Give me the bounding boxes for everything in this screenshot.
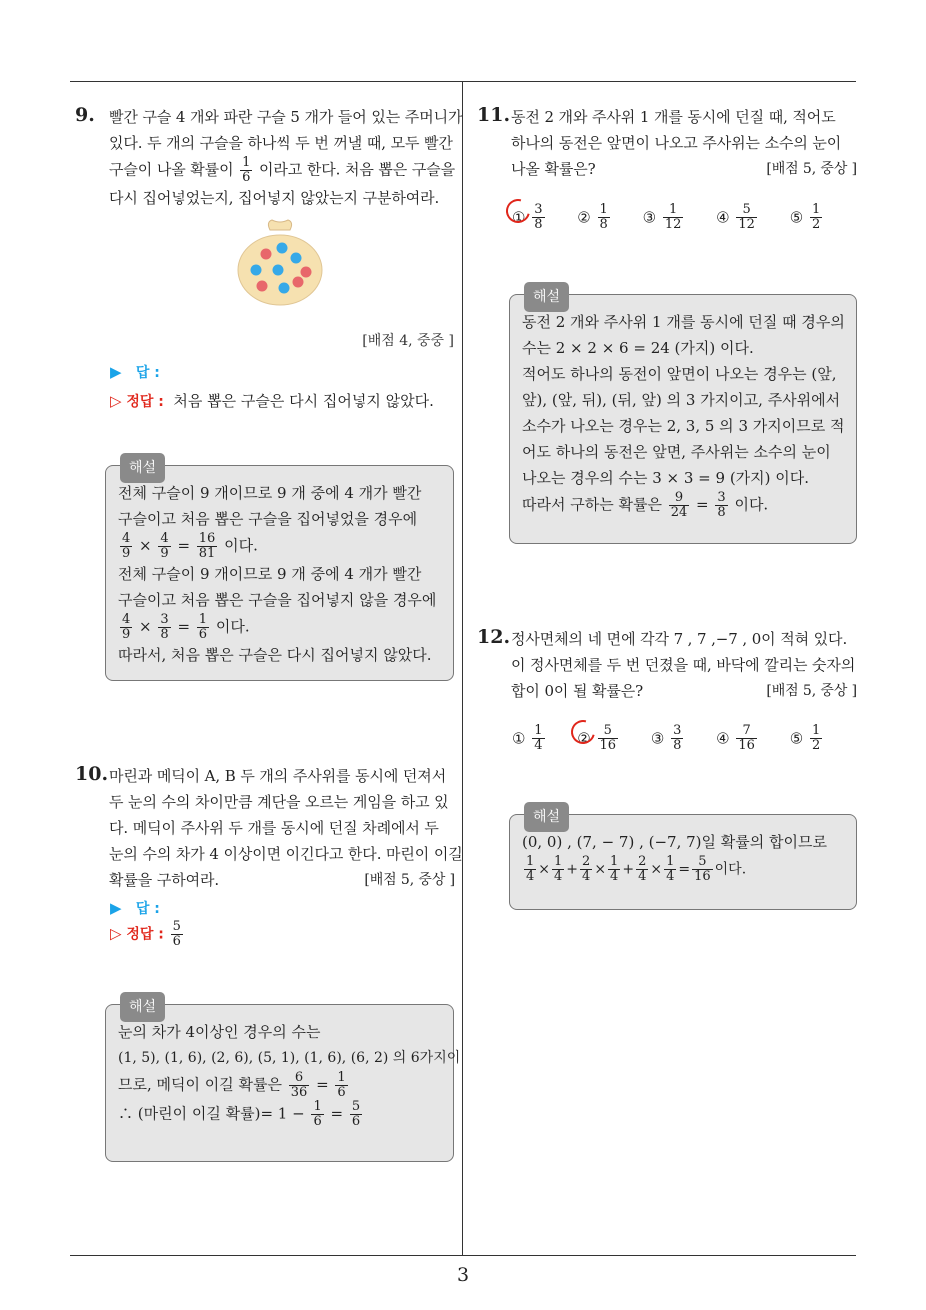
explanation-box: 해설 전체 구슬이 9 개이므로 9 개 중에 4 개가 빨간 구슬이고 처음 뽑은 구슬을 집어넣었을 경우에 $\frac{4}{9}$ × $\frac{4}{9}$ = $\frac{16}{81}$ 이다. 전체 구슬이 9 개이므로 9 개 중에 4 개가 빨간 구슬이고 처음 뽑은 구슬을 집어넣지 않을 경우에 $\frac{4}{9}$ × $\frac{3}{8}$ = $\frac{1}{6}$ 이다. 따라서, 처음 뽑은 구슬은 다시 집어넣지 않았다.: [105, 465, 454, 681]
choice-3[interactable]: ③ $\frac{1}{12}$: [642, 202, 682, 232]
red-marble: [301, 267, 312, 278]
choice-4[interactable]: ④ $\frac{5}{12}$: [716, 202, 755, 232]
column-divider: [462, 81, 463, 1256]
problem-11: [477, 104, 857, 182]
equation: 따라서 구하는 확률은 $\frac{9}{24}$ = $\frac{3}{8}$ 이다.: [522, 490, 769, 520]
equation: 므로, 메딕이 이길 확률은 $\frac{6}{36}$ = $\frac{1}{6}$: [118, 1070, 346, 1100]
problem-number: 12.: [477, 626, 511, 648]
explanation-tab: 해설: [120, 453, 165, 483]
problem-text: 동전 2 개와 주사위 1 개를 동시에 던질 때, 적어도 하나의 동전은 앞면이 나오고 주사위는 소수의 눈이 나올 확률은? [배점 5, 중상 ]: [511, 104, 857, 182]
answer-row: ▶ 답 :: [110, 899, 160, 917]
difficulty-meta: [배점 5, 중상 ]: [364, 872, 455, 888]
explanation-tab: 해설: [120, 992, 165, 1022]
correct-answer-row: ▷ 정답 : 처음 뽑은 구슬은 다시 집어넣지 않았다.: [110, 392, 434, 410]
equation: $\frac{4}{9}$ × $\frac{3}{8}$ = $\frac{1}{6}$ 이다.: [122, 612, 250, 642]
difficulty-meta: [배점 5, 중상 ]: [766, 683, 857, 699]
explanation-box: 해설 (0, 0) , (7, − 7) , (−7, 7)일 확률의 합이므로 $\frac{1}{4}$ × $\frac{1}{4}$ + $\frac{2}{4}$ × $\frac{1}{4}$ + $\frac{2}{4}$ × $\frac{1}{4}$ = $\frac{5}{16}$ 이다.: [509, 814, 857, 910]
red-marble: [261, 249, 272, 260]
blue-marble: [273, 265, 284, 276]
selected-ring-icon: [502, 195, 535, 228]
problem-10: [75, 763, 463, 893]
choice-3[interactable]: ③ $\frac{3}{8}$: [650, 723, 682, 753]
blue-marble: [251, 265, 262, 276]
choice-2[interactable]: ② $\frac{5}{16}$: [577, 724, 620, 753]
correct-answer-row: ▷ 정답 : $\frac{5}{6}$: [110, 919, 181, 949]
fraction: $\frac{1}{6}$: [242, 155, 251, 185]
problem-12: [477, 626, 857, 704]
choice-5[interactable]: ⑤ $\frac{1}{2}$: [789, 202, 821, 232]
correct-arrow-icon: ▷: [110, 392, 122, 410]
problem-number: 10.: [75, 763, 109, 785]
answer-arrow-icon: ▶: [110, 899, 122, 917]
problem-9: [75, 104, 463, 211]
blue-marble: [279, 283, 290, 294]
problem-text: 마린과 메딕이 A, B 두 개의 주사위를 동시에 던져서 두 눈의 수의 차이만큼 계단을 오르는 게임을 하고 있 다. 메딕이 주사위 두 개를 동시에 던질 차례에서 두 눈의 수의 차가 4 이상이면 이긴다고 한다. 마린이 이길 확률을 구하여라. [배점 5, 중상 ]: [109, 763, 455, 893]
explanation-tab: 해설: [524, 282, 569, 312]
correct-answer-fraction: $\frac{5}{6}$: [172, 919, 181, 949]
choice-1[interactable]: ① $\frac{3}{8}$: [512, 203, 547, 232]
answer-arrow-icon: ▶: [110, 363, 122, 381]
red-marble: [293, 277, 304, 288]
choice-2[interactable]: ② $\frac{1}{8}$: [577, 202, 608, 232]
explanation-box: 해설 눈의 차가 4이상인 경우의 수는 (1, 5), (1, 6), (2, 6), (5, 1), (1, 6), (6, 2) 의 6가지이 므로, 메딕이 이길 확률은 $\frac{6}{36}$ = $\frac{1}{6}$ ∴ (마린이 이길 확률)= 1 − $\frac{1}{6}$ = $\frac{5}{6}$: [105, 1004, 454, 1162]
equation: ∴ (마린이 이길 확률)= 1 − $\frac{1}{6}$ = $\frac{5}{6}$: [118, 1099, 361, 1129]
equation: $\frac{1}{4}$ × $\frac{1}{4}$ + $\frac{2}{4}$ × $\frac{1}{4}$ + $\frac{2}{4}$ × $\frac{1}{4}$ = $\frac{5}{16}$ 이다.: [526, 854, 747, 884]
choice-1[interactable]: ① $\frac{1}{4}$: [512, 723, 543, 753]
explanation-box: 해설 동전 2 개와 주사위 1 개를 동시에 던질 때 경우의 수는 2 × 2 × 6 = 24 (가지) 이다. 적어도 하나의 동전이 앞면이 나오는 경우는 (앞, 앞), (앞, 뒤), (뒤, 앞) 의 3 가지이고, 주사위에서 소수가 나오는 경우는 2, 3, 5 의 3 가지이므로 적 어도 하나의 동전은 앞면, 주사위는 소수의 눈이 나오는 경우의 수는 3 × 3 = 9 (가지) 이다. 따라서 구하는 확률은 $\frac{9}{24}$ = $\frac{3}{8}$ 이다.: [509, 294, 857, 544]
choice-list: [512, 724, 850, 753]
blue-marble: [291, 253, 302, 264]
blue-marble: [277, 243, 288, 254]
explanation-tab: 해설: [524, 802, 569, 832]
page-number: 3: [456, 1264, 470, 1286]
selected-ring-icon: [567, 716, 600, 749]
problem-text: 빨간 구슬 4 개와 파란 구슬 5 개가 들어 있는 주머니가 있다. 두 개의 구슬을 하나씩 두 번 꺼낼 때, 모두 빨간 구슬이 나올 확률이 $\frac{1}{6}$ 이라고 한다. 처음 뽑은 구슬을 다시 집어넣었는지, 집어넣지 않았는지 구분하여라.: [109, 108, 463, 207]
problem-text: 정사면체의 네 면에 각각 7 , 7 ,−7 , 0이 적혀 있다. 이 정사면체를 두 번 던졌을 때, 바닥에 깔리는 숫자의 합이 0이 될 확률은? [배점 5, 중상 ]: [511, 626, 857, 704]
choice-5[interactable]: ⑤ $\frac{1}{2}$: [789, 723, 821, 753]
equation: $\frac{4}{9}$ × $\frac{4}{9}$ = $\frac{16}{81}$ 이다.: [122, 531, 258, 561]
problem-9-meta: [배점 4, 중중 ]: [362, 333, 454, 349]
choice-list: [512, 203, 850, 232]
answer-row: ▶ 답 :: [110, 363, 160, 381]
problem-number: 11.: [477, 104, 511, 126]
top-rule: [70, 81, 856, 82]
problem-number: 9.: [75, 104, 95, 126]
red-marble: [257, 281, 268, 292]
correct-answer-text: 처음 뽑은 구슬은 다시 집어넣지 않았다.: [173, 392, 434, 410]
correct-arrow-icon: ▷: [110, 924, 122, 943]
choice-4[interactable]: ④ $\frac{7}{16}$: [716, 723, 755, 753]
marble-bag-illustration: [236, 216, 324, 306]
difficulty-meta: [배점 5, 중상 ]: [766, 161, 857, 177]
bottom-rule: [70, 1255, 856, 1256]
